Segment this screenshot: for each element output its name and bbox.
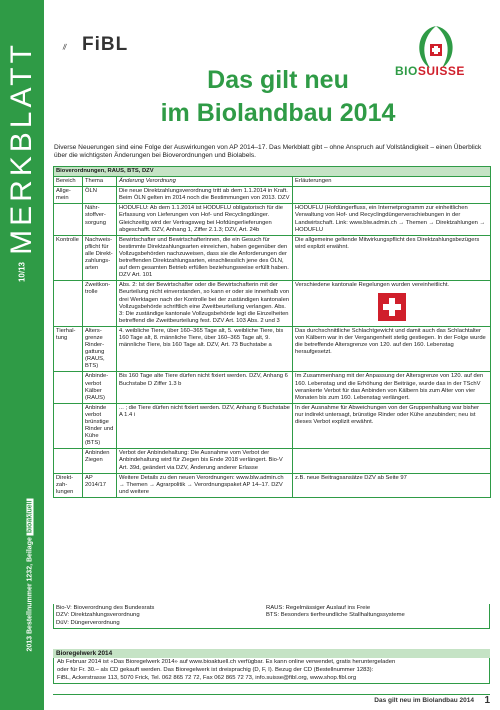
cell-aenderung: HODUFLU: Ab dem 1.1.2014 ist HODUFLU obligatorisch für die Erfassung von Lieferungen von Hof- und Recyclingdünger. Gleichzeitig wird der Vertragsweg bei Hofdüngerlieferungen abgeschafft. DZV, Anhang 1, Ziffer 2.1.3; DZV, Art. 24b — [117, 204, 293, 235]
col-header-bereich: Bereich — [54, 177, 83, 187]
cell-bereich: Kontrolle — [54, 235, 83, 281]
title-line-1: Das gilt neu — [207, 66, 349, 94]
cell-erlaeuterung — [293, 187, 491, 204]
table-row — [54, 372, 491, 403]
cell-aenderung: Bewirtschafter und Bewirtschafterinnen, die ein Gesuch für bestimmte Direktzahlungsarten einreichen, haben gegenüber den Vollzugsbehörden nachzuweisen, dass sie die Anforderungen der betreffenden Direktzahlungsarten, einschliesslich jene des ÖLN, auf dem gesamten Betrieb erfüllen beziehungsweise erfüllt haben. DZV Art. 101 — [117, 235, 293, 281]
legend-entry: Bio-V: Bioverordnung des Bundesrats — [56, 605, 155, 611]
cell-erlaeuterung: Im Zusammenhang mit der Anpassung der Altersgrenze von 120. auf den 160. Lebenstag und die Erhöhung der Beiträge, wurde das in der TSchV verankerte Verbot für das Anbinden von Kälbern bis zum Alter von vier Monaten bis zum 160. Lebenstag verlängert. — [293, 372, 491, 403]
box-line: oder für Fr. 30.– als CD gekauft werden. Das Bioregelwerk ist dreisprachig (D, F, I). Bezug der CD (Bestellnummer 1283): — [57, 666, 374, 673]
fibl-logo-icon — [62, 36, 82, 58]
table-row — [54, 281, 491, 327]
cell-aenderung: Verbot der Anbindehaltung: Die Ausnahme vom Verbot der Anbindehaltung wird für Ziegen bis Ende 2018 verlängert. Bio-V Art. 39d, geändert via DZV, Änderung anderer Erlasse — [117, 449, 293, 473]
cell-bereich — [54, 403, 83, 449]
cell-aenderung: 4. weibliche Tiere, über 160–365 Tage alt, 5. weibliche Tiere, bis 160 Tage alt, 8. männliche Tiere, über 160–365 Tage alt, 9. männliche Tiere, bis 160 Tage alt. DZV, Art. 73 Buchstabe a — [117, 326, 293, 372]
cell-bereich: Allgemein — [54, 187, 83, 204]
legend-grid — [53, 604, 490, 629]
cell-bereich — [54, 449, 83, 473]
cell-aenderung: Die neue Direktzahlungsverordnung tritt ab dem 1.1.2014 in Kraft. Beim ÖLN gelten im 2014 noch die Bestimmungen von 2013. DZV — [117, 187, 293, 204]
table-heading-row — [54, 167, 491, 177]
table-header-row — [54, 177, 491, 187]
cell-thema: ÖLN — [83, 187, 117, 204]
cell-bereich: Tierhaltung — [54, 326, 83, 372]
issue-number: 10/13 — [17, 261, 27, 283]
bioregelwerk-box-title: Bioregelwerk 2014 — [53, 649, 490, 658]
cell-erlaeuterung: HODUFLU (Hofdüngerfluss, ein Internetprogramm zur einheitlichen Verwaltung von Hof- und Recyclingdüngerverschiebungen in der Landwirtschaft. Link: www.blw.admin.ch → Themen → Direktzahlungen → HODUFLU — [293, 204, 491, 235]
legend-entry: DZV: Direktzahlungsverordnung — [56, 612, 140, 619]
cell-bereich — [54, 204, 83, 235]
cell-thema: Altersgrenze Rindergattung (RAUS, BTS) — [83, 326, 117, 372]
order-number: 2013 Bestellnummer 1232, Beilage — [26, 537, 34, 652]
legend-entry: BTS: Besonders tierfreundliche Stallhaltungssysteme — [266, 612, 405, 619]
col-header-thema: Thema — [83, 177, 117, 187]
fibl-logo-text: FiBL — [82, 34, 129, 55]
table-row — [54, 235, 491, 281]
bioaktuell-brand: bioaktuell — [26, 500, 34, 534]
footer-title: Das gilt neu im Biolandbau 2014 — [374, 697, 474, 704]
swiss-flag-icon — [378, 293, 406, 321]
biosuisse-bio: BIO — [395, 64, 418, 78]
sidebar-title: MERKBLATT — [5, 41, 38, 255]
col-header-erlaeuterungen: Erläuterungen — [293, 177, 491, 187]
cell-erlaeuterung: In der Ausnahme für Abweichungen von der Gruppenhaltung war bisher nur indirekt untersagt, brünstige Rinder oder Kühe anzubinden; neu ist dieses Verbot explizit erwähnt. — [293, 403, 491, 449]
cell-thema: Anbindeverbot Kälber (RAUS) — [83, 372, 117, 403]
biosuisse-suisse: SUISSE — [417, 64, 465, 78]
cell-erlaeuterung: z.B. neue Beitragsansätze DZV ab Seite 97 — [293, 473, 491, 497]
regulations-table — [53, 166, 490, 498]
box-line: Ab Februar 2014 ist «Das Bioregelwerk 2014» auf www.bioaktuell.ch verfügbar. Es kann online verwendet, gratis heruntergeladen — [57, 659, 396, 665]
table-row — [54, 473, 491, 497]
cell-thema: AP 2014/17 — [83, 473, 117, 497]
page-number: 1 — [484, 695, 490, 706]
cell-aenderung: Weitere Details zu den neuen Verordnungen: www.blw.admin.ch → Themen → Agrarpolitik → Verordnungspaket AP 14–17. DZV und weitere — [117, 473, 293, 497]
table-row — [54, 326, 491, 372]
table-heading: Bioverordnungen, RAUS, BTS, DZV — [54, 167, 491, 177]
legend-entry: RAUS: Regelmässiger Auslauf ins Freie — [266, 605, 371, 611]
col-header-aenderung: Änderung Verordnung — [117, 177, 293, 187]
cell-erlaeuterung: Verschiedene kantonale Regelungen wurden vereinheitlicht. — [293, 281, 491, 327]
footer-divider — [53, 694, 490, 695]
cell-thema: Nachweispflicht für alle Direktzahlungsarten — [83, 235, 117, 281]
table-row — [54, 403, 491, 449]
cell-bereich — [54, 372, 83, 403]
legend-entry: DüV: Düngerverordnung — [56, 619, 120, 626]
cell-bereich: Direktzahlungen — [54, 473, 83, 497]
cell-thema: Anbinde verbot brünstige Rinder und Kühe (BTS) — [83, 403, 117, 449]
cell-thema: Zweitkontrolle — [83, 281, 117, 327]
sidebar-band — [0, 0, 44, 710]
cell-thema: Anbinden Ziegen — [83, 449, 117, 473]
box-line: FiBL, Ackerstrasse 113, 5070 Frick, Tel. 062 865 72 72, Fax 062 865 72 73, info.suisse@fibl.org, www.shop.fibl.org — [57, 674, 357, 681]
title-line-2: im Biolandbau 2014 — [160, 99, 396, 127]
page-title — [148, 64, 408, 130]
cell-thema: Nährstoffversorgung — [83, 204, 117, 235]
cell-aenderung: ... ; die Tiere dürfen nicht fixiert werden. DZV, Anhang 6 Buchstabe A 1.4 i — [117, 403, 293, 449]
cell-erlaeuterung: Die allgemeine geltende Mitwirkungspflicht des Direktzahlungsbezügers wird explizit erwähnt. — [293, 235, 491, 281]
cell-aenderung: Bis 160 Tage alte Tiere dürfen nicht fixiert werden. DZV, Anhang 6 Buchstabe D Ziffer 1.3 b — [117, 372, 293, 403]
sidebar-footer — [27, 498, 34, 651]
intro-paragraph: Diverse Neuerungen sind eine Folge der Auswirkungen von AP 2014–17. Das Merkblatt gibt – ohne Anspruch auf Vollständigkeit – einen Überblick über die wichtigsten Änderungen bei Bioverordnungen und Biolabels. — [54, 144, 482, 160]
bioregelwerk-box-body — [53, 658, 490, 684]
cell-bereich — [54, 281, 83, 327]
cell-erlaeuterung — [293, 449, 491, 473]
cell-aenderung: Abs. 2: Ist der Bewirtschafter oder die Bewirtschafterin mit der Beurteilung nicht einverstanden, so kann er oder sie innerhalb von drei Werktagen nach der Kontrolle bei der zuständigen kantonalen Vollzugsbehörde schriftlich eine Zweitbeurteilung verlangen. Abs. 3: Die zuständige kantonale Vollzugsbehörde legt die Einzelheiten betreffend die Zweitbeurteilung fest. DZV Art. 103 Abs. 2 und 3 — [117, 281, 293, 327]
table-row — [54, 449, 491, 473]
legend-entry — [266, 620, 493, 627]
table-row — [54, 187, 491, 204]
abbreviation-legend — [53, 604, 490, 629]
cell-erlaeuterung: Das durchschnittliche Schlachtgewicht und damit auch das Schlachtalter von Kälbern war in der Vergangenheit stetig gestiegen. In der Folge wurde die betreffende Altersgrenze von 120. auf den 160. Lebenstag heraufgesetzt. — [293, 326, 491, 372]
table-row — [54, 204, 491, 235]
